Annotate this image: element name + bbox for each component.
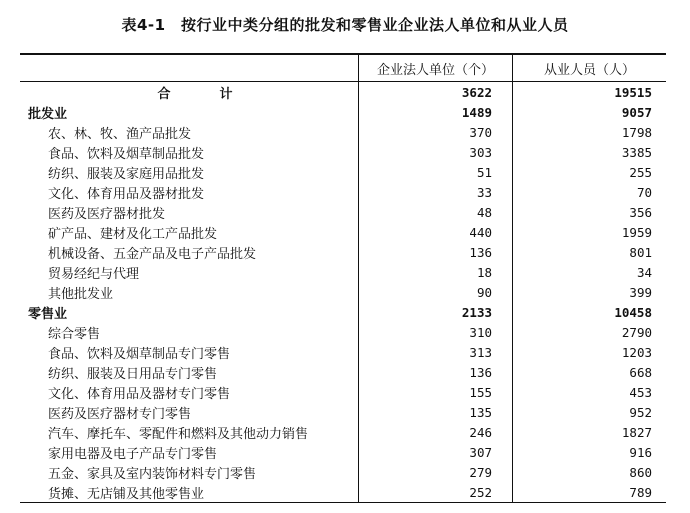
row-persons: 70 bbox=[512, 182, 666, 202]
table-row bbox=[20, 422, 666, 442]
row-label: 纺织、服装及家庭用品批发 bbox=[48, 166, 205, 182]
row-persons: 34 bbox=[512, 262, 666, 282]
row-label: 矿产品、建材及化工产品批发 bbox=[48, 226, 218, 242]
row-persons: 668 bbox=[512, 362, 666, 382]
table-row bbox=[20, 222, 666, 242]
row-persons: 1798 bbox=[512, 122, 666, 142]
row-persons: 789 bbox=[512, 482, 666, 502]
row-label: 食品、饮料及烟草制品专门零售 bbox=[48, 346, 231, 362]
row-units: 90 bbox=[358, 282, 512, 302]
table-row bbox=[20, 162, 666, 182]
table-row bbox=[20, 182, 666, 202]
row-label: 医药及医疗器材专门零售 bbox=[48, 406, 192, 422]
row-units: 313 bbox=[358, 342, 512, 362]
row-label: 其他批发业 bbox=[48, 286, 114, 302]
header-units: 企业法人单位（个） bbox=[358, 55, 512, 81]
row-persons: 1827 bbox=[512, 422, 666, 442]
row-persons: 2790 bbox=[512, 322, 666, 342]
header-persons: 从业人员（人） bbox=[512, 55, 666, 81]
row-label: 五金、家具及室内装饰材料专门零售 bbox=[48, 466, 257, 482]
table-row bbox=[20, 122, 666, 142]
row-persons: 1203 bbox=[512, 342, 666, 362]
table-row bbox=[20, 202, 666, 222]
row-units: 310 bbox=[358, 322, 512, 342]
row-label: 机械设备、五金产品及电子产品批发 bbox=[48, 246, 257, 262]
row-persons: 952 bbox=[512, 402, 666, 422]
table-row bbox=[20, 262, 666, 282]
header-row bbox=[20, 55, 666, 82]
row-persons: 3385 bbox=[512, 142, 666, 162]
row-units: 440 bbox=[358, 222, 512, 242]
row-units: 279 bbox=[358, 462, 512, 482]
row-label: 文化、体育用品及器材批发 bbox=[48, 186, 205, 202]
row-label: 综合零售 bbox=[48, 326, 101, 342]
table-row bbox=[20, 342, 666, 362]
row-units: 135 bbox=[358, 402, 512, 422]
row-units: 307 bbox=[358, 442, 512, 462]
total-units: 3622 bbox=[358, 82, 512, 102]
total-label: 合 计 bbox=[157, 86, 251, 102]
table-row bbox=[20, 402, 666, 422]
table-row bbox=[20, 282, 666, 302]
row-label: 家用电器及电子产品专门零售 bbox=[48, 446, 218, 462]
category-units: 1489 bbox=[358, 102, 512, 122]
row-persons: 916 bbox=[512, 442, 666, 462]
row-persons: 860 bbox=[512, 462, 666, 482]
row-units: 246 bbox=[358, 422, 512, 442]
row-units: 18 bbox=[358, 262, 512, 282]
table-row bbox=[20, 482, 666, 502]
category-row bbox=[20, 302, 666, 322]
table-row bbox=[20, 322, 666, 342]
row-persons: 453 bbox=[512, 382, 666, 402]
category-label: 批发业 bbox=[28, 106, 68, 122]
row-persons: 255 bbox=[512, 162, 666, 182]
row-label: 农、林、牧、渔产品批发 bbox=[48, 126, 192, 142]
row-units: 33 bbox=[358, 182, 512, 202]
table-row bbox=[20, 462, 666, 482]
row-units: 48 bbox=[358, 202, 512, 222]
row-label: 汽车、摩托车、零配件和燃料及其他动力销售 bbox=[48, 426, 309, 442]
row-units: 370 bbox=[358, 122, 512, 142]
category-units: 2133 bbox=[358, 302, 512, 322]
row-label: 医药及医疗器材批发 bbox=[48, 206, 166, 222]
row-units: 51 bbox=[358, 162, 512, 182]
category-persons: 10458 bbox=[512, 302, 666, 322]
row-persons: 801 bbox=[512, 242, 666, 262]
row-persons: 1959 bbox=[512, 222, 666, 242]
row-label: 食品、饮料及烟草制品批发 bbox=[48, 146, 205, 162]
row-units: 136 bbox=[358, 362, 512, 382]
table-row bbox=[20, 142, 666, 162]
table-row bbox=[20, 362, 666, 382]
row-label: 货摊、无店铺及其他零售业 bbox=[48, 486, 205, 502]
table-row bbox=[20, 442, 666, 462]
row-units: 136 bbox=[358, 242, 512, 262]
row-label: 纺织、服装及日用品专门零售 bbox=[48, 366, 218, 382]
category-row bbox=[20, 102, 666, 122]
row-units: 252 bbox=[358, 482, 512, 502]
row-persons: 356 bbox=[512, 202, 666, 222]
row-label: 文化、体育用品及器材专门零售 bbox=[48, 386, 231, 402]
category-label: 零售业 bbox=[28, 306, 68, 322]
statistics-table bbox=[20, 53, 666, 503]
table-row bbox=[20, 242, 666, 262]
row-units: 303 bbox=[358, 142, 512, 162]
table-title: 表4-1 按行业中类分组的批发和零售业企业法人单位和从业人员 bbox=[121, 16, 569, 34]
bottom-rule bbox=[20, 502, 666, 503]
row-persons: 399 bbox=[512, 282, 666, 302]
total-row bbox=[20, 82, 666, 102]
category-persons: 9057 bbox=[512, 102, 666, 122]
total-persons: 19515 bbox=[512, 82, 666, 102]
table-row bbox=[20, 382, 666, 402]
row-label: 贸易经纪与代理 bbox=[48, 266, 140, 282]
row-units: 155 bbox=[358, 382, 512, 402]
table-body bbox=[20, 102, 666, 502]
